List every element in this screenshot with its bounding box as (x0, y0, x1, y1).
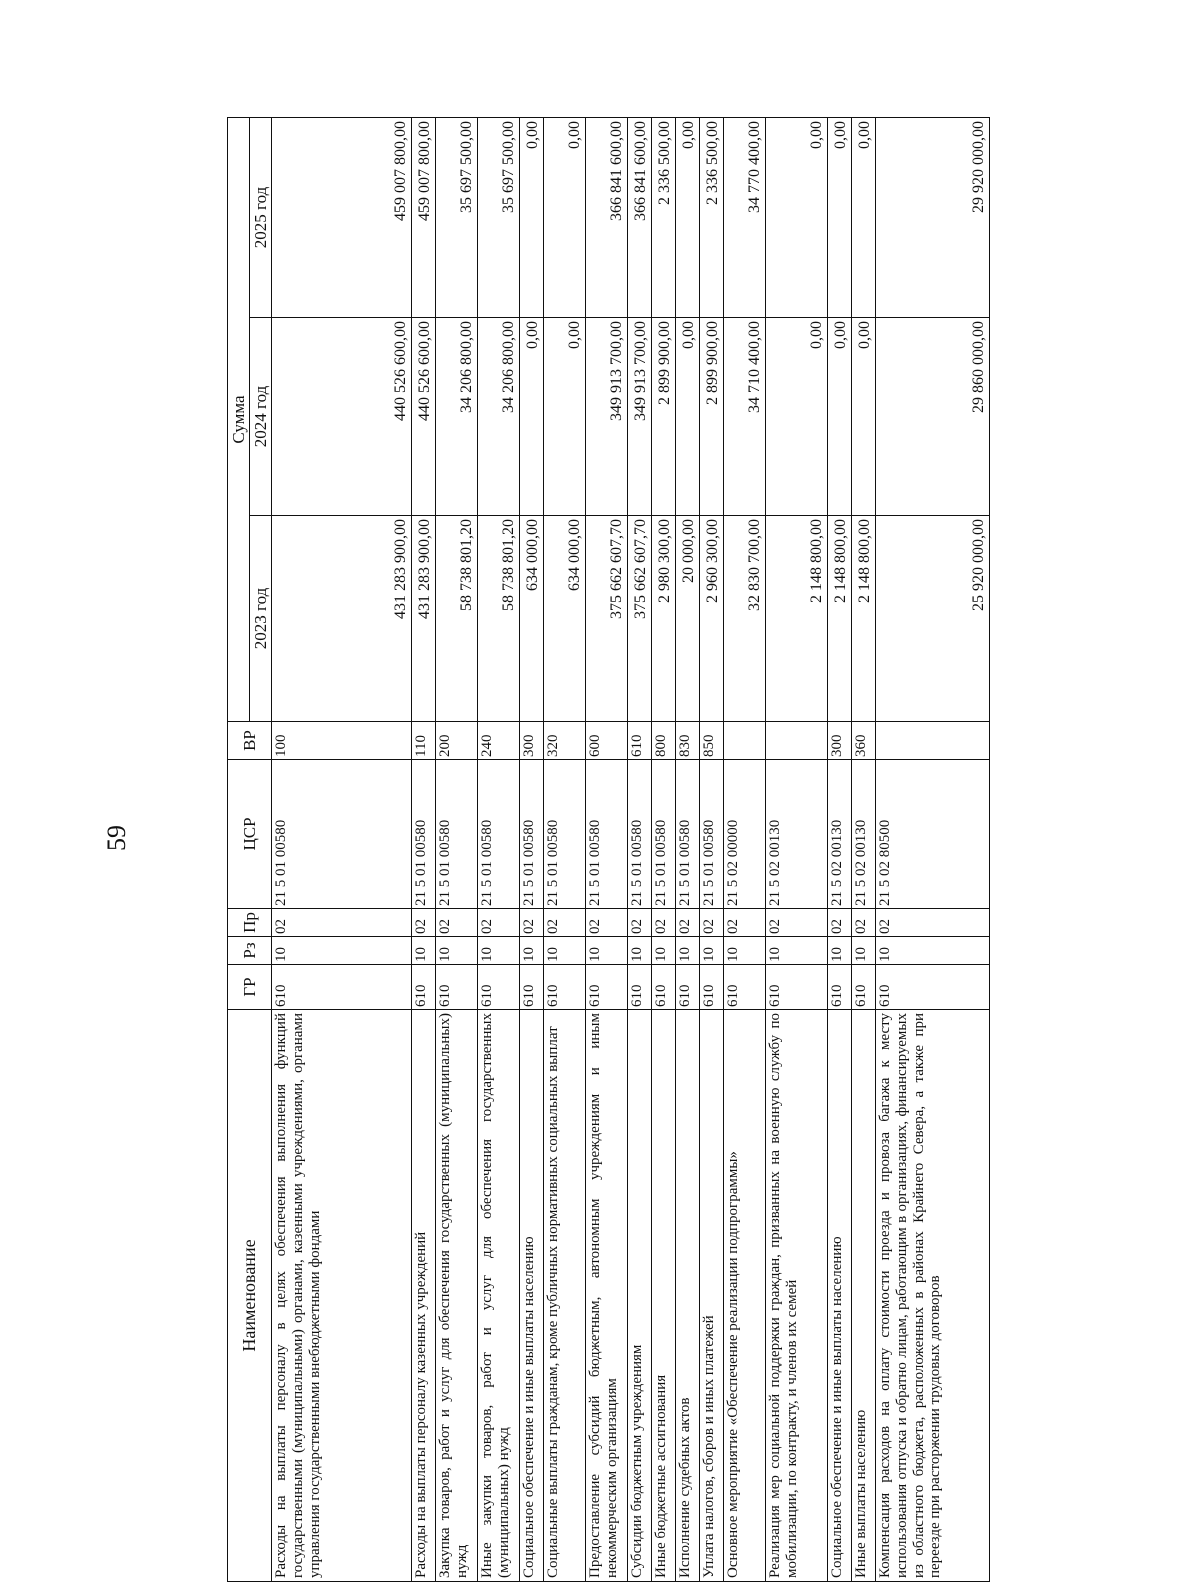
header-2024: 2024 год (250, 318, 272, 516)
row-vr: 300 (828, 722, 852, 760)
row-csr: 21 5 01 00580 (676, 760, 700, 909)
row-rz: 10 (828, 937, 852, 965)
row-pr: 02 (652, 909, 676, 937)
row-2024: 34 710 400,00 (724, 318, 766, 516)
row-vr: 830 (676, 722, 700, 760)
row-2023: 20 000,00 (676, 516, 700, 722)
row-2024: 0,00 (544, 318, 586, 516)
row-pr: 02 (272, 909, 412, 937)
table-row (676, 117, 700, 1581)
row-2024: 34 206 800,00 (478, 318, 520, 516)
row-pr: 02 (766, 909, 828, 937)
row-2024: 0,00 (520, 318, 544, 516)
row-csr: 21 5 02 00130 (766, 760, 828, 909)
row-name: Закупка товаров, работ и услуг для обеспечения государственных (муниципальных) нужд (436, 1010, 478, 1582)
row-2025: 0,00 (766, 117, 828, 317)
header-sum: Сумма (228, 117, 250, 721)
row-csr: 21 5 01 00580 (520, 760, 544, 909)
row-pr: 02 (478, 909, 520, 937)
row-csr: 21 5 01 00580 (412, 760, 436, 909)
row-name: Основное мероприятие «Обеспечение реализации подпрограммы» (724, 1010, 766, 1582)
row-rz: 10 (436, 937, 478, 965)
row-name: Исполнение судебных актов (676, 1010, 700, 1582)
row-2025: 366 841 600,00 (586, 117, 628, 317)
row-2023: 2 148 800,00 (828, 516, 852, 722)
row-name: Реализация мер социальной поддержки граждан, призванных на военную службу по мобилизации, по контракту, и членов их семей (766, 1010, 828, 1582)
table-row (478, 117, 520, 1581)
row-2023: 32 830 700,00 (724, 516, 766, 722)
header-name: Наименование (228, 1010, 272, 1582)
row-rz: 10 (586, 937, 628, 965)
row-gr: 610 (544, 965, 586, 1010)
row-name: Субсидии бюджетным учреждениям (628, 1010, 652, 1582)
row-2023: 58 738 801,20 (436, 516, 478, 722)
row-rz: 10 (544, 937, 586, 965)
row-vr: 240 (478, 722, 520, 760)
row-2024: 29 860 000,00 (876, 318, 990, 516)
row-csr: 21 5 01 00580 (478, 760, 520, 909)
row-pr: 02 (412, 909, 436, 937)
row-2025: 2 336 500,00 (652, 117, 676, 317)
row-vr: 110 (412, 722, 436, 760)
header-vr: ВР (228, 722, 272, 760)
row-csr: 21 5 01 00580 (544, 760, 586, 909)
row-rz: 10 (766, 937, 828, 965)
row-2023: 375 662 607,70 (586, 516, 628, 722)
row-pr: 02 (544, 909, 586, 937)
row-2023: 375 662 607,70 (628, 516, 652, 722)
row-2025: 34 770 400,00 (724, 117, 766, 317)
header-rz: Рз (228, 937, 272, 965)
row-2025: 0,00 (520, 117, 544, 317)
row-csr: 21 5 01 00580 (700, 760, 724, 909)
row-name: Расходы на выплаты персоналу в целях обеспечения выполнения функций государственными (муниципальными) органами, казенными учреждениями, органами управления государственными внебюджетными фондами (272, 1010, 412, 1582)
row-2025: 2 336 500,00 (700, 117, 724, 317)
row-csr: 21 5 01 00580 (272, 760, 412, 909)
row-csr: 21 5 01 00580 (652, 760, 676, 909)
row-rz: 10 (272, 937, 412, 965)
header-row-1 (228, 117, 250, 1581)
row-2023: 2 980 300,00 (652, 516, 676, 722)
row-gr: 610 (724, 965, 766, 1010)
row-csr: 21 5 02 00130 (828, 760, 852, 909)
row-pr: 02 (436, 909, 478, 937)
header-gr: ГР (228, 965, 272, 1010)
table-row (766, 117, 828, 1581)
row-vr: 100 (272, 722, 412, 760)
row-gr: 610 (436, 965, 478, 1010)
row-pr: 02 (876, 909, 990, 937)
row-2024: 0,00 (852, 318, 876, 516)
row-2025: 0,00 (852, 117, 876, 317)
row-2024: 0,00 (828, 318, 852, 516)
row-2025: 459 007 800,00 (272, 117, 412, 317)
table-body (272, 117, 990, 1581)
row-gr: 610 (412, 965, 436, 1010)
row-2024: 34 206 800,00 (436, 318, 478, 516)
row-2024: 0,00 (676, 318, 700, 516)
row-2025: 35 697 500,00 (478, 117, 520, 317)
row-pr: 02 (586, 909, 628, 937)
table-row (724, 117, 766, 1581)
row-2023: 634 000,00 (544, 516, 586, 722)
table-row (628, 117, 652, 1581)
row-name: Иные закупки товаров, работ и услуг для обеспечения государственных (муниципальных) нужд (478, 1010, 520, 1582)
row-rz: 10 (676, 937, 700, 965)
row-gr: 610 (272, 965, 412, 1010)
page-number: 59 (102, 825, 131, 851)
row-2025: 366 841 600,00 (628, 117, 652, 317)
row-2025: 0,00 (828, 117, 852, 317)
row-csr: 21 5 02 00000 (724, 760, 766, 909)
row-rz: 10 (412, 937, 436, 965)
row-2023: 431 283 900,00 (412, 516, 436, 722)
row-csr: 21 5 01 00580 (586, 760, 628, 909)
row-vr: 850 (700, 722, 724, 760)
row-2025: 29 920 000,00 (876, 117, 990, 317)
row-gr: 610 (676, 965, 700, 1010)
row-pr: 02 (852, 909, 876, 937)
table-row (700, 117, 724, 1581)
row-rz: 10 (700, 937, 724, 965)
row-2025: 0,00 (676, 117, 700, 317)
row-rz: 10 (520, 937, 544, 965)
row-2025: 35 697 500,00 (436, 117, 478, 317)
row-2024: 2 899 900,00 (652, 318, 676, 516)
row-vr: 300 (520, 722, 544, 760)
table-row (876, 117, 990, 1581)
row-gr: 610 (520, 965, 544, 1010)
header-csr: ЦСР (228, 760, 272, 909)
table-row (828, 117, 852, 1581)
table-row (586, 117, 628, 1581)
row-2023: 2 148 800,00 (852, 516, 876, 722)
table-row (272, 117, 412, 1581)
row-rz: 10 (724, 937, 766, 965)
row-rz: 10 (652, 937, 676, 965)
row-name: Расходы на выплаты персоналу казенных учреждений (412, 1010, 436, 1582)
budget-table (227, 117, 990, 1582)
row-vr: 320 (544, 722, 586, 760)
row-gr: 610 (852, 965, 876, 1010)
row-vr (876, 722, 990, 760)
row-pr: 02 (676, 909, 700, 937)
row-2024: 349 913 700,00 (628, 318, 652, 516)
row-2023: 431 283 900,00 (272, 516, 412, 722)
row-name: Социальное обеспечение и иные выплаты населению (520, 1010, 544, 1582)
row-vr: 600 (586, 722, 628, 760)
table-row (652, 117, 676, 1581)
row-rz: 10 (628, 937, 652, 965)
row-2024: 0,00 (766, 318, 828, 516)
row-gr: 610 (628, 965, 652, 1010)
row-name: Предоставление субсидий бюджетным, автономным учреждениям и иным некоммерческим организациям (586, 1010, 628, 1582)
row-2023: 2 960 300,00 (700, 516, 724, 722)
row-pr: 02 (628, 909, 652, 937)
table-row (520, 117, 544, 1581)
row-csr: 21 5 02 00130 (852, 760, 876, 909)
row-name: Уплата налогов, сборов и иных платежей (700, 1010, 724, 1582)
row-2025: 459 007 800,00 (412, 117, 436, 317)
header-2025: 2025 год (250, 117, 272, 317)
row-pr: 02 (724, 909, 766, 937)
row-gr: 610 (586, 965, 628, 1010)
row-vr: 360 (852, 722, 876, 760)
row-vr: 610 (628, 722, 652, 760)
row-csr: 21 5 01 00580 (436, 760, 478, 909)
row-gr: 610 (828, 965, 852, 1010)
row-name: Иные выплаты населению (852, 1010, 876, 1582)
row-2023: 25 920 000,00 (876, 516, 990, 722)
row-vr: 800 (652, 722, 676, 760)
row-2024: 440 526 600,00 (272, 318, 412, 516)
row-gr: 610 (766, 965, 828, 1010)
row-2023: 2 148 800,00 (766, 516, 828, 722)
row-rz: 10 (478, 937, 520, 965)
row-rz: 10 (852, 937, 876, 965)
rotated-table-wrapper (227, 118, 988, 1582)
table-row (852, 117, 876, 1581)
row-name: Компенсация расходов на оплату стоимости проезда и провоза багажа к месту использования отпуска и обратно лицам, работающим в организациях, финансируемых из областного бюджета, расположенных в районах Крайнего Севера, а также при переезде при расторжении трудовых договоров (876, 1010, 990, 1582)
row-pr: 02 (520, 909, 544, 937)
row-vr (766, 722, 828, 760)
row-gr: 610 (652, 965, 676, 1010)
row-2024: 440 526 600,00 (412, 318, 436, 516)
row-csr: 21 5 02 80500 (876, 760, 990, 909)
row-2023: 58 738 801,20 (478, 516, 520, 722)
header-2023: 2023 год (250, 516, 272, 722)
header-pr: Пр (228, 909, 272, 937)
row-2025: 0,00 (544, 117, 586, 317)
row-2024: 349 913 700,00 (586, 318, 628, 516)
table-row (436, 117, 478, 1581)
table-row (544, 117, 586, 1581)
row-pr: 02 (700, 909, 724, 937)
row-gr: 610 (478, 965, 520, 1010)
row-gr: 610 (700, 965, 724, 1010)
row-pr: 02 (828, 909, 852, 937)
row-name: Иные бюджетные ассигнования (652, 1010, 676, 1582)
row-gr: 610 (876, 965, 990, 1010)
row-rz: 10 (876, 937, 990, 965)
row-vr: 200 (436, 722, 478, 760)
row-2023: 634 000,00 (520, 516, 544, 722)
table-row (412, 117, 436, 1581)
row-name: Социальное обеспечение и иные выплаты населению (828, 1010, 852, 1582)
row-name: Социальные выплаты гражданам, кроме публичных нормативных социальных выплат (544, 1010, 586, 1582)
row-2024: 2 899 900,00 (700, 318, 724, 516)
row-csr: 21 5 01 00580 (628, 760, 652, 909)
row-vr (724, 722, 766, 760)
